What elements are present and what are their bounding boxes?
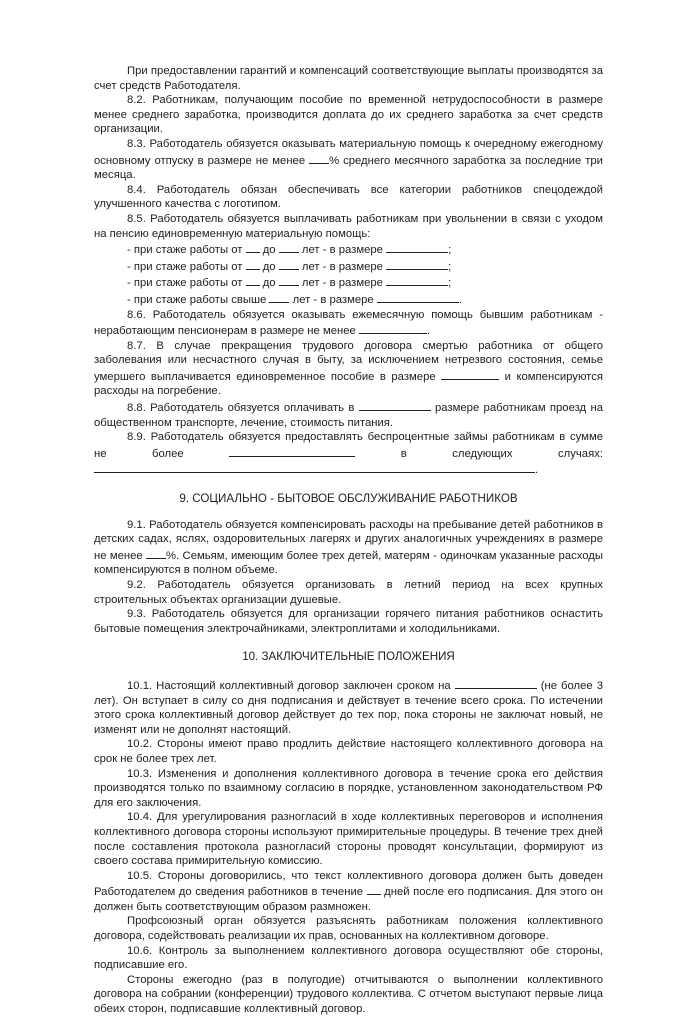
paragraph-text: 10.4. Для урегулирования разногласий в ходе коллективных переговоров и исполнения коллективного договора стороны используют примирительные процедуры. В течение трех дней после составления протокола разногласий стороны проводят консультации, формируют из своего состава примирительную комиссию. [94, 811, 603, 868]
blank-field [377, 291, 459, 303]
tier-text: лет - в размере [298, 277, 387, 290]
blank-field [386, 241, 448, 253]
paragraph-text: 8.5. Работодатель обязуется выплачивать работникам при увольнении в связи с уходом на пенсию единовременную материальную помощь: [94, 212, 603, 240]
blank-field [146, 547, 166, 559]
paragraph-8-5 [94, 212, 603, 241]
paragraph-10-4 [94, 810, 603, 868]
paragraph-9-3 [94, 607, 603, 636]
paragraph-intro [94, 64, 603, 93]
paragraph-10-1 [94, 677, 603, 737]
blank-field [279, 241, 299, 253]
paragraph-text: При предоставлении гарантий и компенсаций соответствующие выплаты производятся за счет средств Работодателя. [94, 65, 603, 92]
section-9-title: 9. СОЦИАЛЬНО - БЫТОВОЕ ОБСЛУЖИВАНИЕ РАБОТНИКОВ [179, 492, 518, 506]
paragraph-text: 8.3. Работодатель обязуется оказывать материальную помощь к очередному ежегодному основному отпуску в размере не менее [94, 137, 603, 167]
paragraph-text: 10.3. Изменения и дополнения коллективного договора в течение срока его действия производятся только по взаимному согласию в порядке, установленном законодательством РФ для его заключения. [94, 767, 603, 809]
tier-text: - при стаже работы от [127, 260, 246, 273]
paragraph-text: % среднего месячного заработка за последние три месяца. [94, 154, 603, 182]
tier-text: - при стаже работы от [127, 244, 246, 257]
section-10-title: 10. ЗАКЛЮЧИТЕЛЬНЫЕ ПОЛОЖЕНИЯ [242, 650, 455, 664]
blank-field [367, 883, 381, 895]
blank-field [94, 461, 535, 473]
blank-field [269, 291, 289, 303]
blank-field [455, 677, 537, 689]
tier-text: - при стаже работы свыше [127, 293, 270, 306]
paragraph-text: (не более 3 лет). Он вступает в силу со дня подписания и действует в течение всего срока. По истечении этого срока коллективный договор действует до тех пор, пока стороны не заключат новый, не изменят или не дополнят настоящий. [94, 679, 603, 736]
tier-text: ; [448, 277, 452, 290]
paragraph-text: 9.3. Работодатель обязуется для организации горячего питания работников оснастить бытовые помещения электрочайниками, электроплитами и холодильниками. [94, 608, 603, 635]
paragraph-union-obligation [94, 914, 603, 943]
tier-item-last [94, 291, 603, 308]
paragraph-8-4 [94, 183, 603, 212]
paragraph-text: 10.5. Стороны договорились, что текст коллективного договора должен быть доведен Работодателем до сведения работников в течение [94, 869, 603, 899]
paragraph-9-2 [94, 578, 603, 607]
paragraph-8-2 [94, 93, 603, 137]
tier-text: ; [448, 260, 452, 273]
paragraph-8-9-continuation [94, 461, 603, 478]
tier-text: лет - в размере [298, 244, 387, 257]
paragraph-text: 8.6. Работодатель обязуется оказывать ежемесячную помощь бывшим работникам - неработающим пенсионерам в размере не менее [94, 308, 603, 338]
paragraph-8-3 [94, 137, 603, 183]
paragraph-8-7 [94, 339, 603, 399]
paragraph-10-3 [94, 767, 603, 811]
paragraph-text: 8.9. Работодатель обязуется предоставлять беспроцентные займы работникам в сумме не более [94, 431, 603, 460]
tier-text: лет - в размере [289, 293, 377, 306]
blank-field [309, 152, 329, 164]
blank-field [386, 274, 448, 286]
blank-field [279, 258, 299, 270]
blank-field [246, 241, 260, 253]
paragraph-8-6 [94, 308, 603, 339]
paragraph-text: %. Семьям, имеющим более трех детей, матерям - одиночкам указанные расходы компенсируются в полном объеме. [94, 549, 604, 577]
blank-field [229, 445, 355, 457]
paragraph-text: . [426, 325, 431, 338]
paragraph-text: 8.8. Работодатель обязуется оплачивать в [127, 402, 359, 415]
tier-item [94, 258, 603, 275]
tier-text: ; [448, 244, 452, 257]
paragraph-10-6 [94, 944, 603, 973]
tier-text: до [259, 277, 279, 290]
tier-text: лет - в размере [298, 260, 387, 273]
paragraph-text: 8.2. Работникам, получающим пособие по временной нетрудоспособности в размере менее среднего заработка, производится доплата до их среднего заработка за счет средств организации. [94, 94, 603, 136]
paragraph-text: и компенсируются расходы на погребение. [94, 370, 603, 398]
tier-text: - при стаже работы от [127, 277, 246, 290]
blank-field [246, 258, 260, 270]
document-page [94, 64, 603, 1017]
paragraph-9-1 [94, 518, 603, 578]
paragraph-8-8 [94, 399, 603, 430]
blank-field [359, 322, 427, 334]
blank-field [246, 274, 260, 286]
paragraph-text: 9.1. Работодатель обязуется компенсировать расходы на пребывание детей работников в детских садах, яслях, оздоровительных лагерях и других аналогичных учреждениях в размере не менее [94, 518, 603, 562]
paragraph-text: 9.2. Работодатель обязуется организовать в летний период на всех крупных строительных объектах организации душевые. [94, 579, 603, 606]
paragraph-text: Стороны ежегодно (раз в полугодие) отчитываются о выполнении коллективного договора на собрании (конференции) трудового коллектива. С отчетом выступают первые лица обеих сторон, подписавшие коллективный договор. [94, 973, 603, 1016]
tier-text: . [458, 293, 462, 306]
paragraph-text: 8.4. Работодатель обязан обеспечивать все категории работников спецодеждой улучшенного качества с логотипом. [94, 183, 603, 211]
blank-field [359, 399, 431, 411]
paragraph-annual-report [94, 973, 603, 1017]
paragraph-text: дней после его подписания. Для этого он должен быть соответствующим образом размножен. [94, 886, 603, 913]
tier-item [94, 274, 603, 291]
tier-text: до [259, 244, 279, 257]
paragraph-10-2 [94, 737, 603, 766]
paragraph-10-5 [94, 869, 603, 915]
paragraph-text: 10.2. Стороны имеют право продлить действие настоящего коллективного договора на срок не более трех лет. [94, 738, 603, 765]
blank-field [279, 274, 299, 286]
blank-field [441, 368, 499, 380]
paragraph-text: в следующих случаях: [355, 447, 603, 460]
paragraph-text: . [535, 464, 539, 477]
tier-text: до [259, 260, 279, 273]
paragraph-text: размере работникам проезд на общественном транспорте, лечение, стоимость питания. [94, 402, 603, 429]
paragraph-text: Профсоюзный орган обязуется разъяснять работникам положения коллективного договора, содействовать реализации их прав, основанных на коллективном договоре. [94, 915, 603, 943]
paragraph-text: 10.1. Настоящий коллективный договор заключен сроком на [127, 679, 455, 692]
paragraph-text: 8.7. В случае прекращения трудового договора смертью работника от общего заболевания или несчастного случая в быту, за исключением нетрезвого состояния, семье умершего выплачивается единовременное пособие в размере [94, 339, 603, 383]
paragraph-8-9 [94, 430, 603, 461]
tier-item [94, 241, 603, 258]
paragraph-text: 10.6. Контроль за выполнением коллективного договора осуществляют обе стороны, подписавшие его. [94, 944, 603, 972]
blank-field [386, 258, 448, 270]
